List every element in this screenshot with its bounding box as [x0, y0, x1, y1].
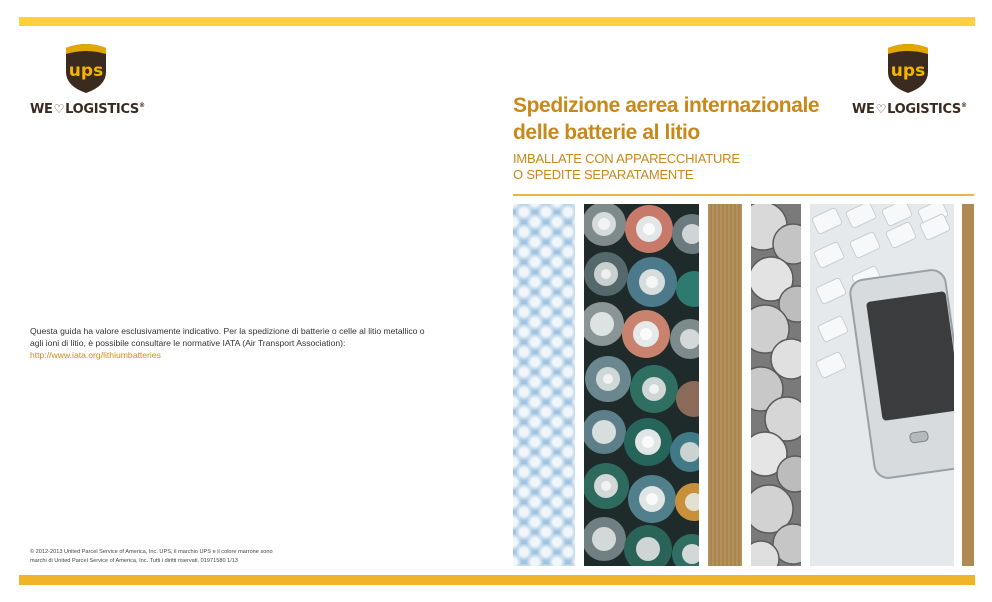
keyboard-phone-image	[810, 204, 954, 566]
cover-subtitle	[513, 151, 833, 183]
svg-text:ups: ups	[68, 61, 104, 81]
subtitle-line-1: IMBALLATE CON APPARECCHIATURE	[513, 151, 740, 166]
top-color-bar	[19, 17, 975, 26]
copyright-notice	[30, 548, 330, 566]
registered-mark-icon: ®	[139, 102, 145, 109]
copyright-line-1: © 2012-2013 United Parcel Service of America, Inc. UPS, il marchio UPS e il colore marrone sono	[30, 549, 273, 555]
bubble-wrap-image	[513, 204, 575, 566]
registered-mark-icon: ®	[961, 102, 967, 109]
cover-title	[513, 92, 833, 146]
copyright-line-2: marchi di United Parcel Service of America, Inc. Tutti i diritti riservati. 01971580 1/13	[30, 558, 238, 564]
heart-icon: ♡	[53, 102, 65, 116]
title-divider	[513, 194, 974, 196]
tagline-logistics: LOGISTICS	[887, 102, 961, 117]
subtitle-line-2: O SPEDITE SEPARATAMENTE	[513, 167, 694, 182]
bottom-color-bar	[19, 575, 975, 585]
tagline-logistics: LOGISTICS	[65, 102, 139, 117]
ups-logo-right	[852, 42, 982, 122]
ups-shield-icon	[64, 42, 108, 94]
cardboard-image	[708, 204, 742, 566]
cardboard-image-right	[962, 204, 974, 566]
logo-tagline	[30, 102, 145, 117]
svg-text:ups: ups	[890, 61, 926, 81]
heart-icon: ♡	[875, 102, 887, 116]
title-line-1: Spedizione aerea internazionale	[513, 94, 820, 117]
tagline-we: WE	[852, 102, 875, 117]
iata-link[interactable]: http://www.iata.org/lithiumbatteries	[30, 350, 161, 360]
coin-cells-image	[751, 204, 801, 566]
logo-tagline	[852, 102, 967, 117]
ups-shield-icon	[886, 42, 930, 94]
disclaimer-body: Questa guida ha valore esclusivamente indicativo. Per la spedizione di batterie o celle al litio metallico o agli ioni di litio, è possibile consultare le normative IATA (Air Transport Association):	[30, 326, 425, 348]
tagline-we: WE	[30, 102, 53, 117]
batteries-image	[584, 204, 699, 566]
title-line-2: delle batterie al litio	[513, 121, 700, 144]
ups-logo-left	[30, 42, 160, 122]
disclaimer-text	[30, 325, 430, 361]
